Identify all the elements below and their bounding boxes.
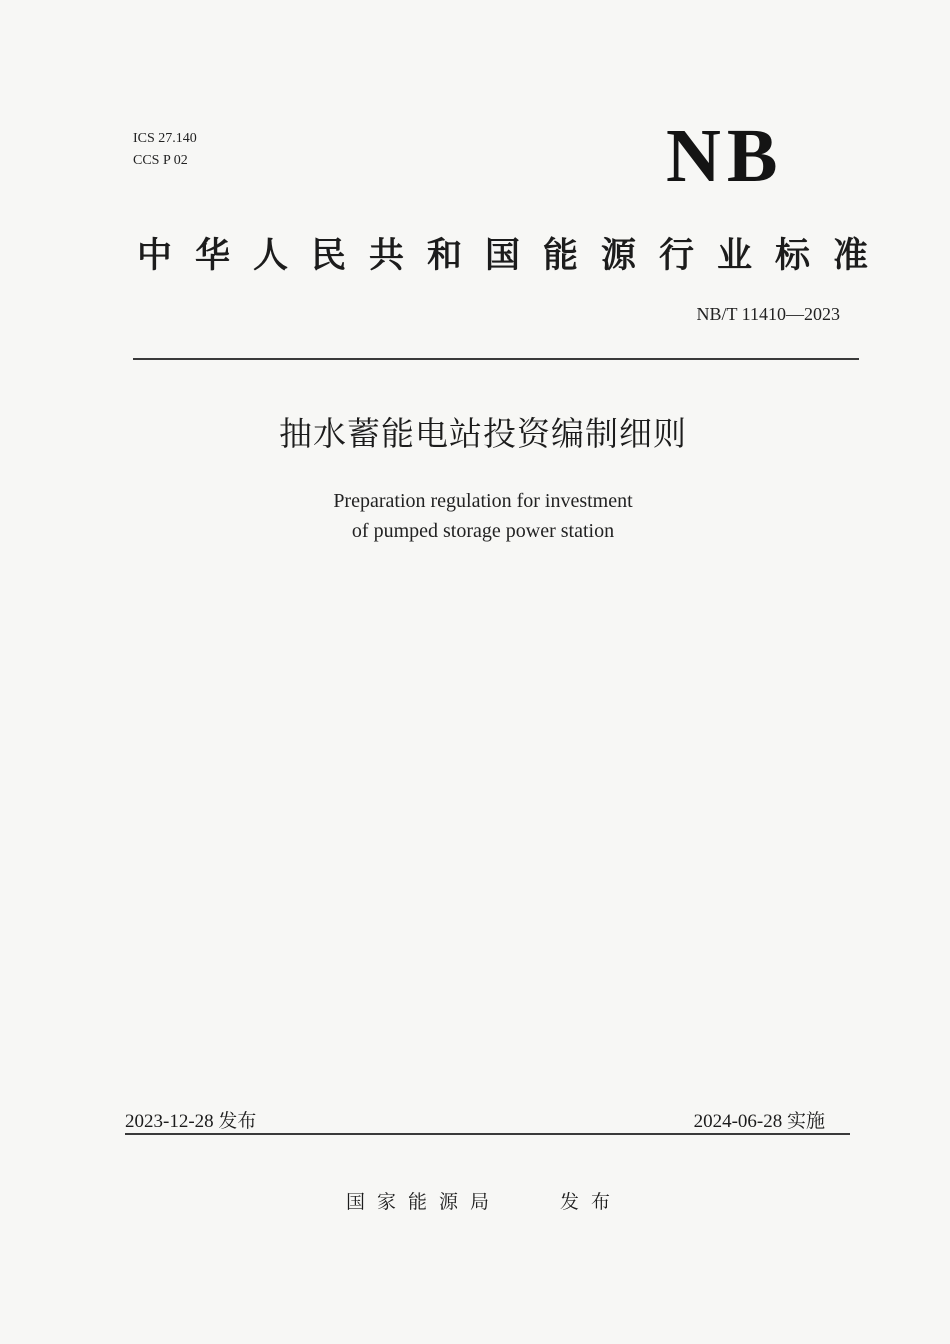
publish-label: 发布 <box>218 1110 257 1132</box>
issue-label: 发布 <box>560 1191 623 1213</box>
english-title-line-1: Preparation regulation for investment <box>333 490 633 512</box>
issuing-authority: 国家能源局 <box>346 1191 502 1213</box>
implement-date: 2024-06-28 <box>693 1111 783 1132</box>
document-title-english <box>0 486 950 546</box>
nb-logo: NB <box>666 114 784 198</box>
bottom-divider <box>125 1133 850 1135</box>
implement-label: 实施 <box>786 1110 825 1132</box>
ics-code: ICS 27.140 <box>133 131 197 146</box>
implement-date-group <box>694 1108 825 1135</box>
standard-number: NB/T 11410—2023 <box>696 304 840 324</box>
publish-date: 2023-12-28 <box>125 1111 214 1132</box>
top-divider <box>133 358 859 360</box>
publish-date-group <box>125 1108 256 1135</box>
ccs-code: CCS P 02 <box>133 153 188 168</box>
document-title-chinese: 抽水蓄能电站投资编制细则 <box>279 414 687 453</box>
standard-category-title: 中华人民共和国能源行业标准 <box>137 236 892 276</box>
classification-codes <box>133 128 197 172</box>
english-title-line-2: of pumped storage power station <box>351 520 615 542</box>
